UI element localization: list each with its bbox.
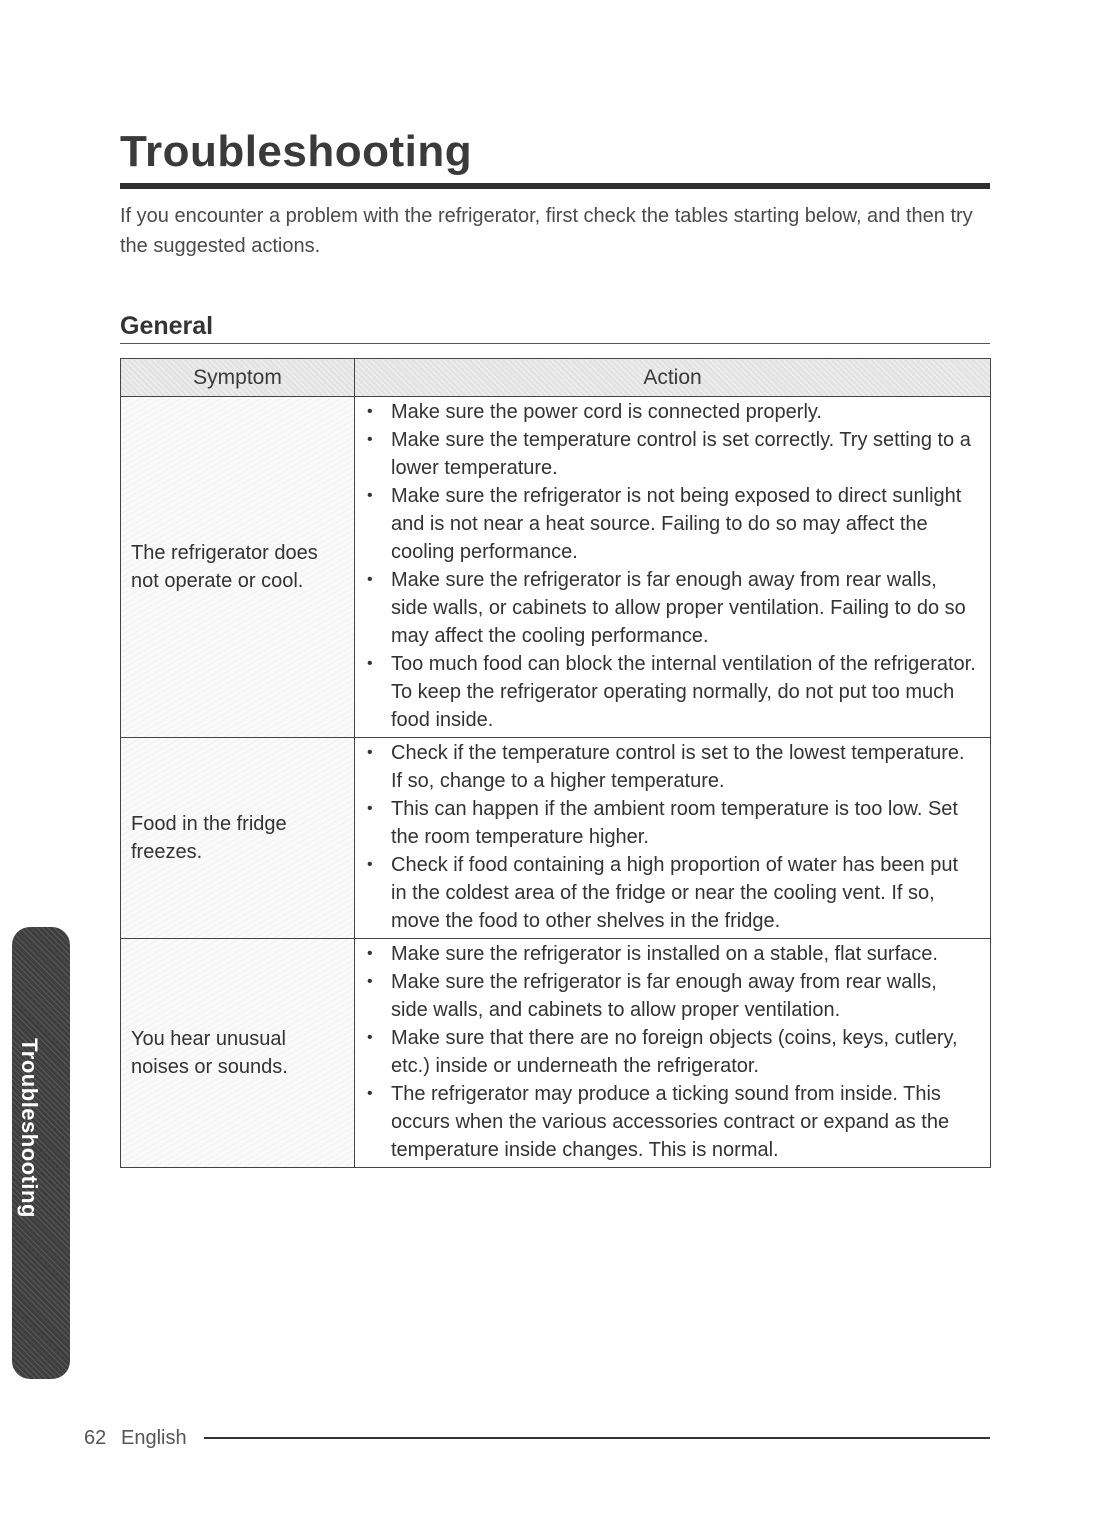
action-item: [367, 795, 978, 851]
table-row: [121, 939, 991, 1168]
action-text: Check if the temperature control is set to the lowest temperature. If so, change to a higher temperature.: [391, 742, 965, 792]
action-column-header: Action: [355, 359, 991, 397]
bullet-icon: •: [367, 945, 373, 962]
action-item: [367, 398, 978, 426]
side-tab-label: Troubleshooting: [17, 1038, 42, 1218]
action-text: Make sure the power cord is connected properly.: [391, 401, 822, 423]
action-text: The refrigerator may produce a ticking sound from inside. This occurs when the various accessories contract or expand as the temperature inside changes. This is normal.: [391, 1083, 950, 1161]
action-text: Make sure the refrigerator is installed on a stable, flat surface.: [391, 943, 938, 965]
action-item: [367, 426, 978, 482]
action-list: [367, 398, 978, 734]
action-item: [367, 968, 978, 1024]
bullet-icon: •: [367, 431, 373, 448]
bullet-icon: •: [367, 487, 373, 504]
intro-text: If you encounter a problem with the refrigerator, first check the tables starting below, and then try the suggested actions.: [120, 205, 973, 257]
table-header-row: [121, 359, 991, 397]
bullet-icon: •: [367, 655, 373, 672]
table-row: [121, 397, 991, 738]
action-item: [367, 739, 978, 795]
action-item: [367, 940, 978, 968]
symptom-column-header: Symptom: [121, 359, 355, 397]
bullet-icon: •: [367, 1029, 373, 1046]
symptom-cell: The refrigerator does not operate or cool.: [121, 397, 355, 738]
action-cell: [355, 397, 991, 738]
action-cell: [355, 939, 991, 1168]
section-title: General: [120, 312, 214, 340]
title-rule: [120, 183, 990, 189]
footer-rule: [204, 1437, 990, 1439]
action-item: [367, 650, 978, 734]
bullet-icon: •: [367, 571, 373, 588]
action-text: Check if food containing a high proportion of water has been put in the coldest area of the fridge or near the cooling vent. If so, move the food to other shelves in the fridge.: [391, 854, 959, 932]
page-title: Troubleshooting: [120, 127, 473, 176]
action-list: [367, 739, 978, 935]
action-text: Make sure the refrigerator is not being exposed to direct sunlight and is not near a heat source. Failing to do so may affect the cooling performance.: [391, 485, 962, 563]
bullet-icon: •: [367, 403, 373, 420]
bullet-icon: •: [367, 800, 373, 817]
action-text: Make sure that there are no foreign objects (coins, keys, cutlery, etc.) inside or underneath the refrigerator.: [391, 1027, 958, 1077]
action-text: Make sure the refrigerator is far enough away from rear walls, side walls, or cabinets to allow proper ventilation. Failing to do so may affect the cooling performance.: [391, 569, 966, 647]
action-text: Make sure the temperature control is set correctly. Try setting to a lower temperature.: [391, 429, 971, 479]
action-item: [367, 566, 978, 650]
action-text: Too much food can block the internal ventilation of the refrigerator. To keep the refrigerator operating normally, do not put too much food inside.: [391, 653, 976, 731]
section-rule: [120, 343, 990, 344]
bullet-icon: •: [367, 744, 373, 761]
action-list: [367, 940, 978, 1164]
troubleshooting-table: [120, 358, 991, 1168]
table-row: [121, 738, 991, 939]
symptom-cell: Food in the fridge freezes.: [121, 738, 355, 939]
page-number: 62: [84, 1427, 107, 1449]
action-item: [367, 851, 978, 935]
bullet-icon: •: [367, 856, 373, 873]
symptom-cell: You hear unusual noises or sounds.: [121, 939, 355, 1168]
action-item: [367, 1080, 978, 1164]
action-text: This can happen if the ambient room temperature is too low. Set the room temperature higher.: [391, 798, 958, 848]
action-item: [367, 482, 978, 566]
action-cell: [355, 738, 991, 939]
action-item: [367, 1024, 978, 1080]
footer-language: English: [121, 1427, 187, 1449]
action-text: Make sure the refrigerator is far enough away from rear walls, side walls, and cabinets to allow proper ventilation.: [391, 971, 937, 1021]
bullet-icon: •: [367, 1085, 373, 1102]
bullet-icon: •: [367, 973, 373, 990]
